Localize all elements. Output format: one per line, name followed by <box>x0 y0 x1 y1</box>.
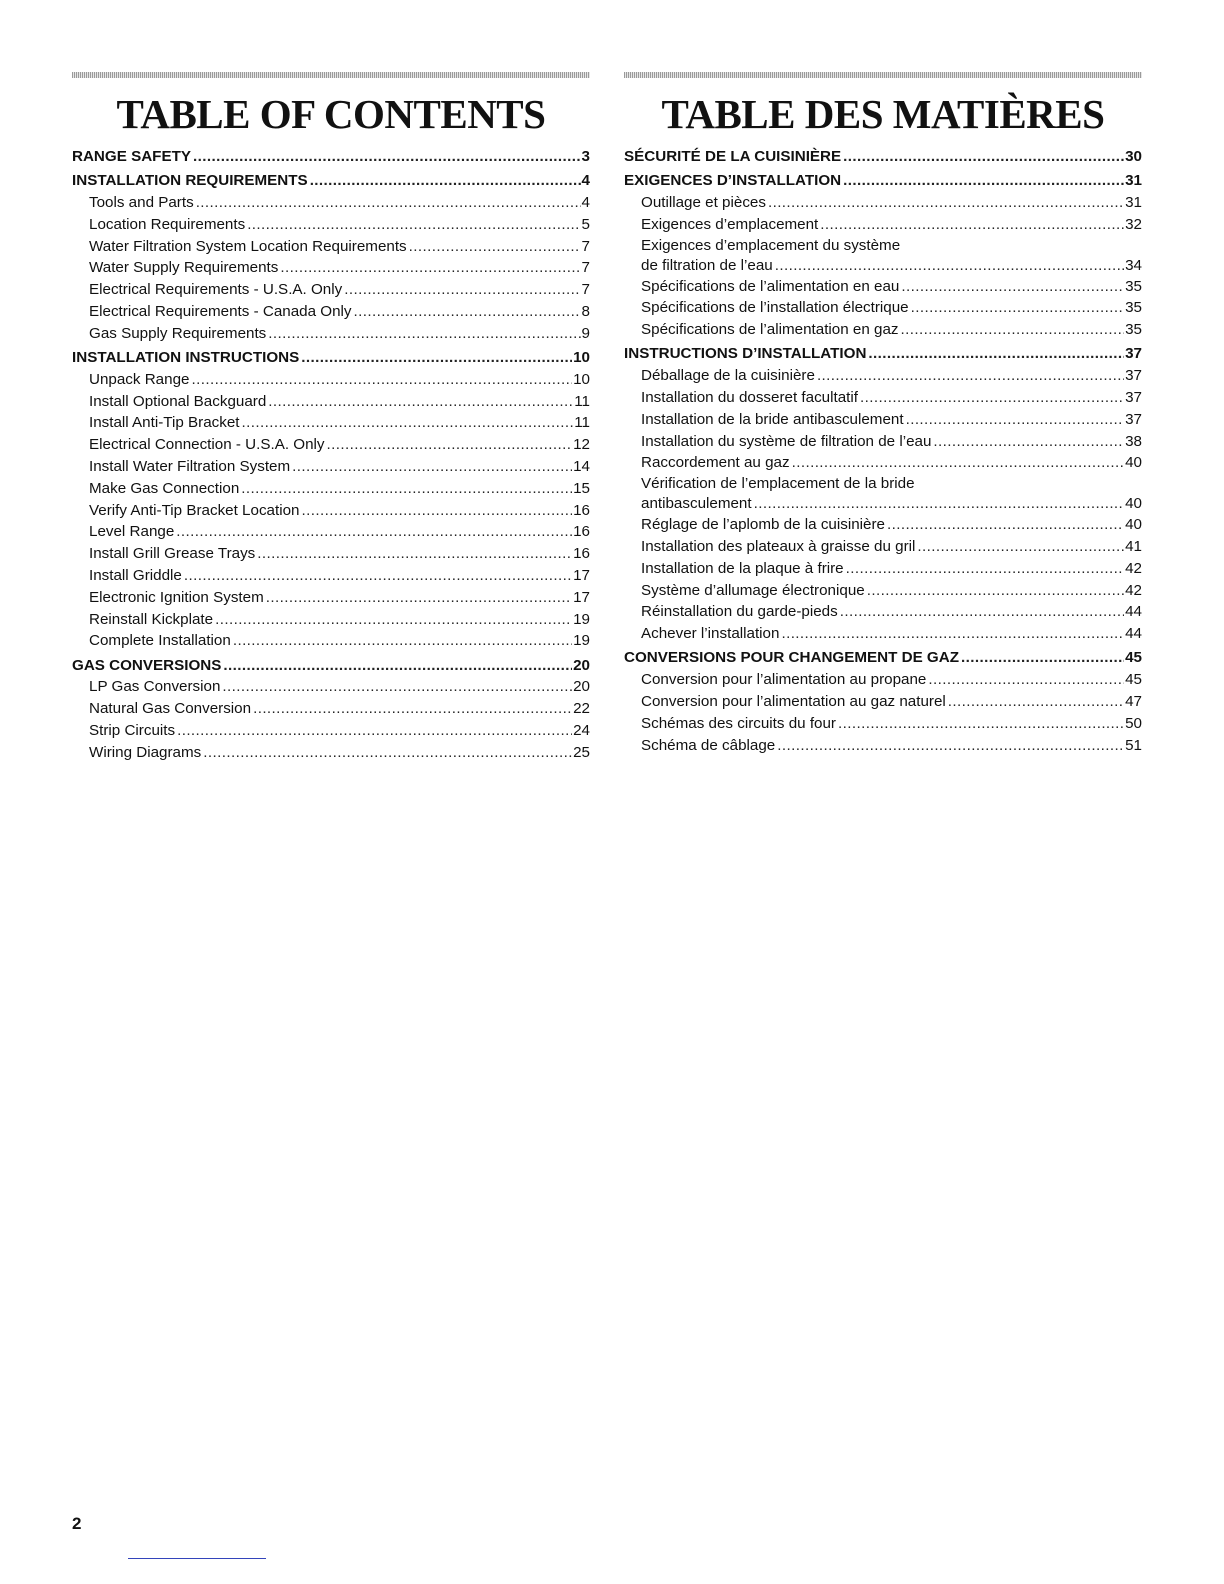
toc-section-gas-conversions[interactable]: GAS CONVERSIONS ..... 20 <box>72 655 590 677</box>
toc-item[interactable]: Conversion pour l’alimentation au propane ..... 45 <box>624 669 1142 691</box>
toc-section-securite[interactable]: SÉCURITÉ DE LA CUISINIÈRE ..... 30 <box>624 146 1142 168</box>
toc-item[interactable]: Complete Installation ..... 19 <box>72 630 590 652</box>
toc-item[interactable]: Make Gas Connection ..... 15 <box>72 478 590 500</box>
toc-item[interactable]: Install Anti-Tip Bracket ..... 11 <box>72 412 590 434</box>
header-rule <box>624 72 1142 78</box>
toc-item[interactable]: Electrical Requirements - Canada Only ..... 8 <box>72 301 590 323</box>
toc-title: TABLE OF CONTENTS <box>116 91 546 137</box>
toc-section-installation-requirements[interactable]: INSTALLATION REQUIREMENTS ..... 4 <box>72 170 590 192</box>
toc-item[interactable]: Gas Supply Requirements ..... 9 <box>72 323 590 345</box>
toc-section-exigences[interactable]: EXIGENCES D’INSTALLATION ..... 31 <box>624 170 1142 192</box>
page-number: 2 <box>72 1514 82 1533</box>
toc-item[interactable]: Installation du dosseret facultatif ..... 37 <box>624 387 1142 409</box>
toc-item[interactable]: Exigences d’emplacement ..... 32 <box>624 214 1142 236</box>
toc-item[interactable]: Water Supply Requirements ..... 7 <box>72 257 590 279</box>
toc-item[interactable]: Wiring Diagrams ..... 25 <box>72 742 590 764</box>
toc-item[interactable]: Install Grill Grease Trays ..... 16 <box>72 543 590 565</box>
toc-item[interactable]: Location Requirements ..... 5 <box>72 214 590 236</box>
toc-item[interactable]: Install Water Filtration System ..... 14 <box>72 456 590 478</box>
toc-item[interactable]: Réinstallation du garde-pieds ..... 44 <box>624 601 1142 623</box>
toc-section-installation-instructions[interactable]: INSTALLATION INSTRUCTIONS ..... 10 <box>72 347 590 369</box>
toc-item[interactable]: Water Filtration System Location Requirements ..... 7 <box>72 236 590 258</box>
toc-item[interactable]: Electrical Requirements - U.S.A. Only ..... 7 <box>72 279 590 301</box>
toc-item[interactable]: Install Griddle ..... 17 <box>72 565 590 587</box>
toc-section-range-safety[interactable]: RANGE SAFETY ..... 3 <box>72 146 590 168</box>
toc-item[interactable]: Conversion pour l’alimentation au gaz naturel ..... 47 <box>624 691 1142 713</box>
toc-item[interactable]: Raccordement au gaz ..... 40 <box>624 452 1142 474</box>
toc-title: TABLE DES MATIÈRES <box>661 91 1105 137</box>
toc-item[interactable]: Système d’allumage électronique ..... 42 <box>624 580 1142 602</box>
english-toc <box>72 72 590 763</box>
toc-item[interactable]: Spécifications de l’alimentation en eau ..... 35 <box>624 276 1142 298</box>
toc-item[interactable]: Spécifications de l’alimentation en gaz ..... 35 <box>624 319 1142 341</box>
toc-item[interactable]: Exigences d’emplacement du système de filtration de l’eau ..... 34 <box>624 236 1142 276</box>
toc-item[interactable]: Installation de la bride antibasculement ..... 37 <box>624 409 1142 431</box>
toc-item[interactable]: Outillage et pièces ..... 31 <box>624 192 1142 214</box>
toc-item[interactable]: LP Gas Conversion ..... 20 <box>72 676 590 698</box>
toc-item[interactable]: Réglage de l’aplomb de la cuisinière ..... 40 <box>624 514 1142 536</box>
toc-item[interactable]: Unpack Range ..... 10 <box>72 369 590 391</box>
toc-item[interactable]: Installation du système de filtration de l’eau ..... 38 <box>624 431 1142 453</box>
toc-item[interactable]: Install Optional Backguard ..... 11 <box>72 391 590 413</box>
footer-line <box>128 1558 266 1559</box>
toc-item[interactable]: Verify Anti-Tip Bracket Location ..... 16 <box>72 500 590 522</box>
toc-item[interactable]: Schémas des circuits du four ..... 50 <box>624 713 1142 735</box>
toc-item[interactable]: Spécifications de l’installation électrique ..... 35 <box>624 297 1142 319</box>
toc-item[interactable]: Schéma de câblage ..... 51 <box>624 735 1142 757</box>
toc-section-instructions[interactable]: INSTRUCTIONS D’INSTALLATION ..... 37 <box>624 343 1142 365</box>
toc-item[interactable]: Natural Gas Conversion ..... 22 <box>72 698 590 720</box>
toc-section-conversions[interactable]: CONVERSIONS POUR CHANGEMENT DE GAZ ..... 45 <box>624 647 1142 669</box>
toc-item[interactable]: Electrical Connection - U.S.A. Only ..... 12 <box>72 434 590 456</box>
toc-item[interactable]: Electronic Ignition System ..... 17 <box>72 587 590 609</box>
toc-item[interactable]: Installation des plateaux à graisse du gril ..... 41 <box>624 536 1142 558</box>
toc-item[interactable]: Déballage de la cuisinière ..... 37 <box>624 365 1142 387</box>
toc-item[interactable]: Strip Circuits ..... 24 <box>72 720 590 742</box>
toc-item[interactable]: Tools and Parts ..... 4 <box>72 192 590 214</box>
toc-item[interactable]: Installation de la plaque à frire ..... 42 <box>624 558 1142 580</box>
header-rule <box>72 72 590 78</box>
toc-item[interactable]: Vérification de l’emplacement de la bride antibasculement ..... 40 <box>624 474 1142 514</box>
toc-item[interactable]: Reinstall Kickplate ..... 19 <box>72 609 590 631</box>
toc-item[interactable]: Level Range ..... 16 <box>72 521 590 543</box>
toc-item[interactable]: Achever l’installation ..... 44 <box>624 623 1142 645</box>
french-toc <box>624 72 1142 756</box>
